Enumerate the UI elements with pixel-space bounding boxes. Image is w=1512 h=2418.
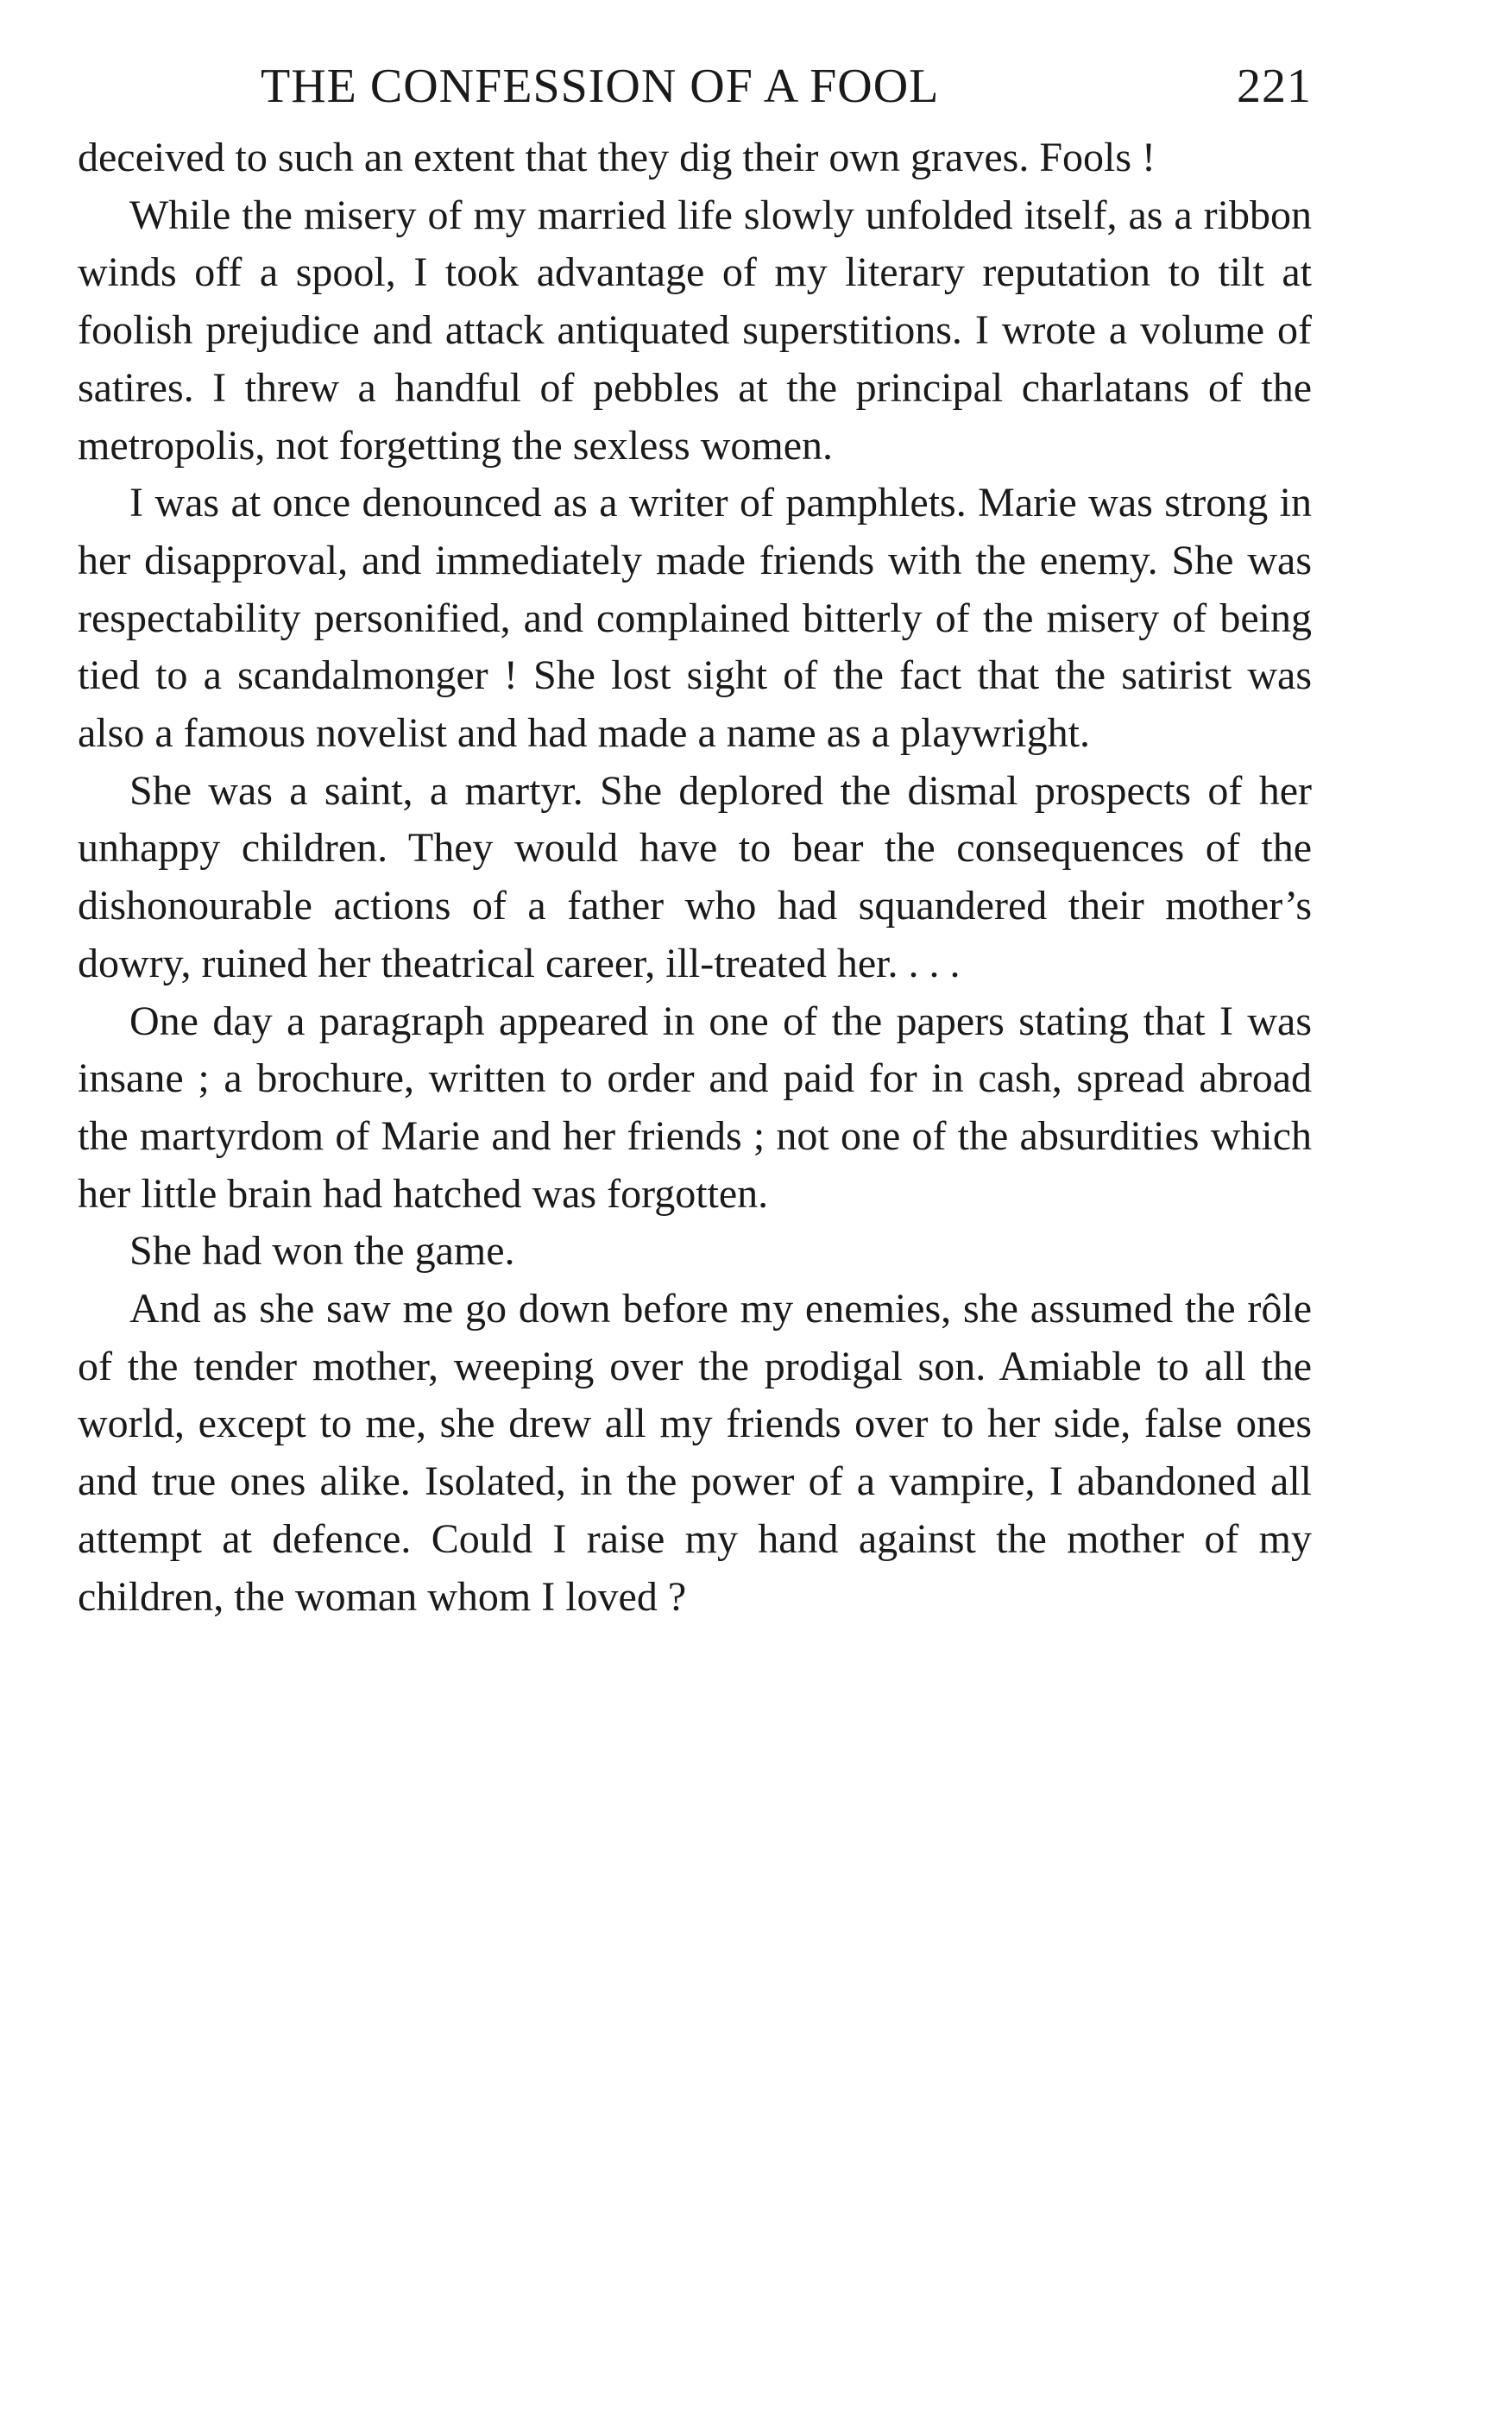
paragraph: One day a paragraph appeared in one of the papers stating that I was insane ; a brochure, written to order and paid for in cash, spread abroad the martyrdom of Marie and her friends ; not one of the absurdities which her little brain had hatched was forgotten. xyxy=(78,998,1312,1217)
book-page xyxy=(78,52,1312,1626)
running-title: THE CONFESSION OF A FOOL xyxy=(261,60,940,113)
paragraph: I was at once denounced as a writer of pamphlets. Marie was strong in her disapproval, and immediately made friends with the enemy. She was respectability personified, and complained bitterly of the misery of being tied to a scandalmonger ! She lost sight of the fact that the satirist was also a famous novelist and had made a name as a playwright. xyxy=(78,480,1312,757)
page-number: 221 xyxy=(1237,60,1312,113)
running-head xyxy=(78,52,1312,121)
paragraph-continuation: deceived to such an extent that they dig their own graves. Fools ! xyxy=(78,135,1156,180)
paragraph: While the misery of my married life slowly unfolded itself, as a ribbon winds off a spool, I took advantage of my literary reputation to tilt at foolish prejudice and attack antiquated superstitions. I wrote a volume of satires. I threw a handful of pebbles at the principal charlatans of the metropolis, not forgetting the sexless women. xyxy=(78,192,1312,469)
paragraph: She was a saint, a martyr. She deplored the dismal prospects of her unhappy children. They would have to bear the consequences of the dishonourable actions of a father who had squandered their mother’s dowry, ruined her theatrical career, ill-treated her. . . . xyxy=(78,767,1312,986)
paragraph: And as she saw me go down before my enemies, she assumed the rôle of the tender mother, weeping over the prodigal son. Amiable to all the world, except to me, she drew all my friends over to her side, false ones and true ones alike. Isolated, in the power of a vampire, I abandoned all attempt at defence. Could I raise my hand against the mother of my children, the woman whom I loved ? xyxy=(78,1286,1312,1620)
paragraph: She had won the game. xyxy=(129,1228,515,1275)
body-text xyxy=(78,129,1312,1626)
